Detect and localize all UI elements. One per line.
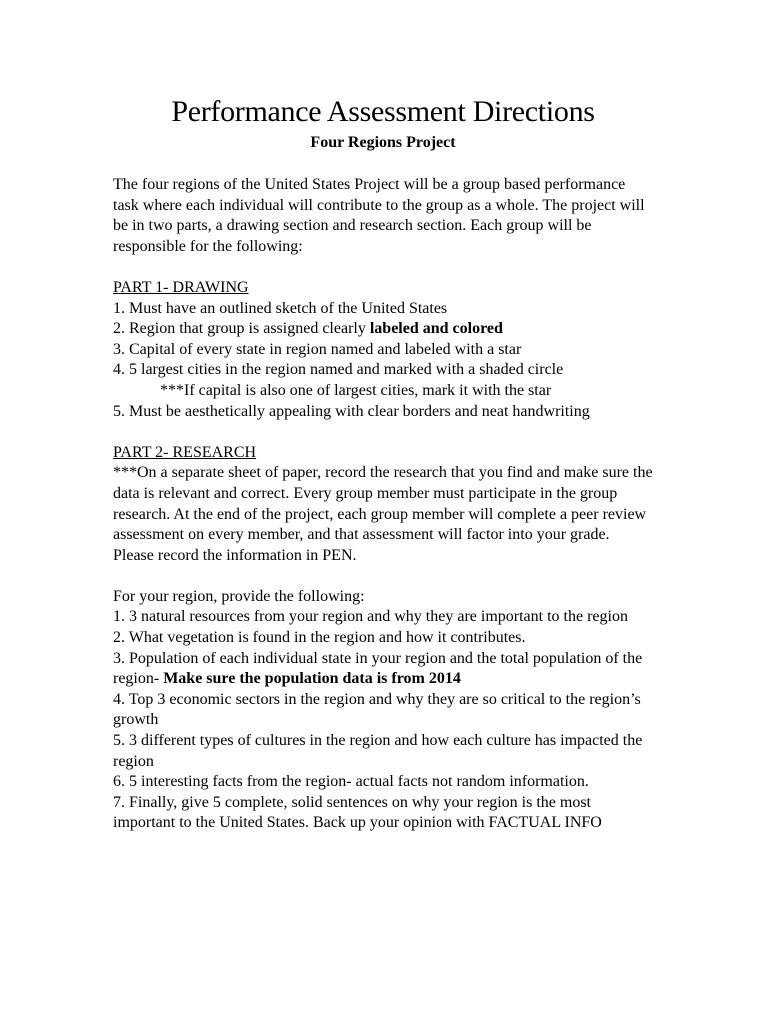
part1-item [113, 319, 653, 340]
part2-item: 4. Top 3 economic sectors in the region and why they are so critical to the region’s growth [113, 690, 641, 729]
document-page [113, 95, 653, 834]
part2-item: 7. Finally, give 5 complete, solid sentences on why your region is the most important to the United States. Back up your opinion with FACTUAL INFO [113, 793, 602, 832]
spacer [113, 422, 653, 443]
part2-item: 1. 3 natural resources from your region and why they are important to the region [113, 608, 628, 626]
spacer [113, 257, 653, 278]
part1-item: 1. Must have an outlined sketch of the United States [113, 299, 448, 317]
part1-heading: PART 1- DRAWING [113, 278, 249, 296]
intro-paragraph: The four regions of the United States Project will be a group based performance task where each individual will contribute to the group as a whole. The project will be in two parts, a drawing section and research section. Each group will be responsible for the following: [113, 176, 645, 255]
part1-section [113, 278, 653, 422]
document-title: Performance Assessment Directions [171, 95, 595, 128]
part2-section [113, 443, 653, 834]
part1-item2-text: 2. Region that group is assigned clearly [113, 320, 370, 338]
part2-heading: PART 2- RESEARCH [113, 443, 257, 461]
part2-lead: For your region, provide the following: [113, 587, 365, 605]
part2-item [113, 649, 653, 690]
part1-item: 4. 5 largest cities in the region named and marked with a shaded circle [113, 361, 564, 379]
document-subtitle: Four Regions Project [310, 134, 456, 151]
part2-item3-emphasis: Make sure the population data is from 2014 [163, 670, 461, 688]
part2-item: 5. 3 different types of cultures in the region and how each culture has impacted the region [113, 732, 643, 770]
part2-item: 2. What vegetation is found in the region and how it contributes. [113, 629, 526, 647]
part2-item3-text: 3. Population of each individual state in your region and the total population of the region- [113, 649, 643, 688]
part1-item: 5. Must be aesthetically appealing with clear borders and neat handwriting [113, 402, 590, 420]
spacer [113, 566, 653, 587]
part2-instructions: ***On a separate sheet of paper, record the research that you find and make sure the data is relevant and correct. Every group member must participate in the group research. At the end of the project, each group member will complete a peer review assessment on every member, and that assessment will factor into your grade. Please record the information in PEN. [113, 464, 653, 564]
part1-item: 3. Capital of every state in region named and labeled with a star [113, 340, 522, 358]
part1-item2-emphasis: labeled and colored [369, 320, 503, 338]
part1-item4-note: ***If capital is also one of largest cities, mark it with the star [160, 381, 552, 399]
part2-item: 6. 5 interesting facts from the region- actual facts not random information. [113, 773, 589, 791]
